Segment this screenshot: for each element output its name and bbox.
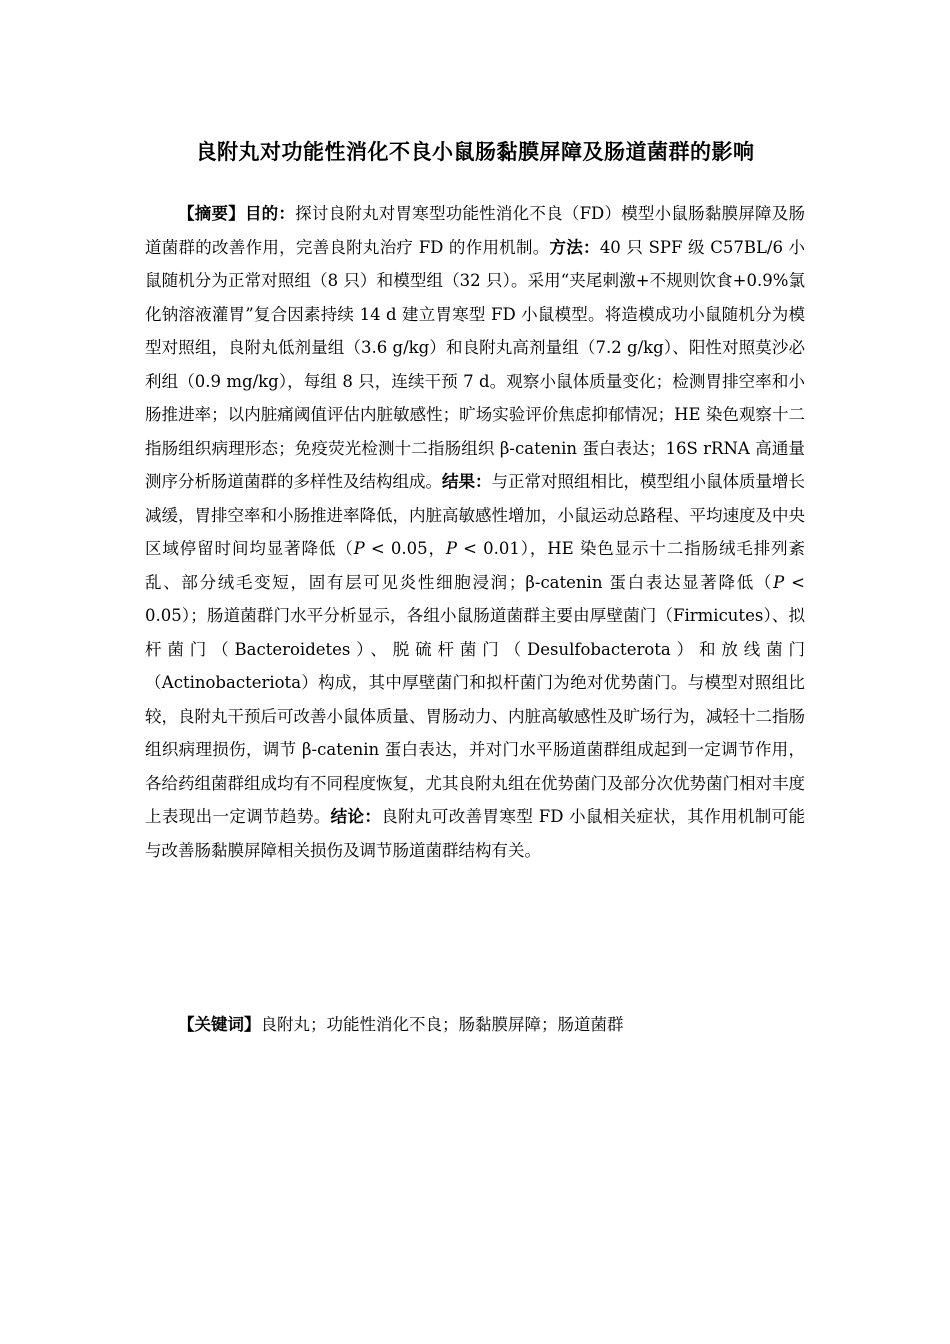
methods-label: 方法： [549,237,600,257]
objective-text: 探讨良附丸对胃寒型功能性消化不良（FD）模型小鼠肠黏膜屏障及肠道菌群的改善作用，完善良附丸治疗 FD 的作用机制。 [145,204,806,257]
p-value-symbol: P [773,572,785,592]
objective-label: 目的： [244,204,296,223]
abstract-label: 【摘要】 [178,204,245,223]
p-value-symbol: P [353,539,365,558]
keywords-text: 良附丸；功能性消化不良；肠黏膜屏障；肠道菌群 [260,1015,624,1034]
paper-title: 良附丸对功能性消化不良小鼠肠黏膜屏障及肠道菌群的影响 [195,140,755,164]
results-text-1: 与正常对照组相比，模型组小鼠体质量增长减缓，胃排空率和小肠推进率降低，内脏高敏感性增加，小鼠运动总路程、平均速度及中央区域停留时间均显著降低（ [145,472,805,558]
results-text-4: < 0.05）；肠道菌群门水平分析显示，各组小鼠肠道菌群主要由厚壁菌门（Firmicutes）、拟杆菌门（Bacteroidetes）、脱硫杆菌门（Desulfobacterota）和放线菌门（Actinobacteriota）构成，其中厚壁菌门和拟杆菌门为绝对优势菌门。与模型对照组比较，良附丸干预后可改善小鼠体质量、胃肠动力、内脏高敏感性及旷场行为，减轻十二指肠组织病理损伤，调节 β-catenin 蛋白表达，并对门水平肠道菌群组成起到一定调节作用，各给药组菌群组成均有不同程度恢复，尤其良附丸组在优势菌门及部分次优势菌门相对丰度上表现出一定调节趋势。 [145,572,805,826]
results-label: 结果： [442,472,492,491]
conclusion-text: 良附丸可改善胃寒型 FD 小鼠相关症状，其作用机制可能与改善肠黏膜屏障相关损伤及调节肠道菌群结构有关。 [145,807,806,860]
results-text-3: < 0.01），HE 染色显示十二指肠绒毛排列紊乱、部分绒毛变短，固有层可见炎性细胞浸润；β-catenin 蛋白表达显著降低（ [145,539,806,592]
conclusion-label: 结论： [330,807,382,826]
methods-text: 40 只 SPF 级 C57BL/6 小鼠随机分为正常对照组（8 只）和模型组（32 只）。采用“夹尾刺激+不规则饮食+0.9%氯化钠溶液灌胃”复合因素持续 14 d 建立胃寒型 FD 小鼠模型。将造模成功小鼠随机分为模型对照组，良附丸低剂量组（3.6 g/kg）和良附丸高剂量组（7.2 g/kg）、阳性对照莫沙必利组（0.9 mg/kg），每组 8 只，连续干预 7 d。观察小鼠体质量变化；检测胃排空率和小肠推进率；以内脏痛阈值评估内脏敏感性；旷场实验评价焦虑抑郁情况；HE 染色观察十二指肠组织病理形态；免疫荧光检测十二指肠组织 β-catenin 蛋白表达；16S rRNA 高通量测序分析肠道菌群的多样性及结构组成。 [145,237,805,491]
results-text-2: < 0.05， [364,539,446,558]
keywords-label: 【关键词】 [178,1015,261,1034]
abstract-paragraph [145,197,805,867]
keywords-paragraph [145,1008,805,1042]
p-value-symbol: P [445,539,458,558]
